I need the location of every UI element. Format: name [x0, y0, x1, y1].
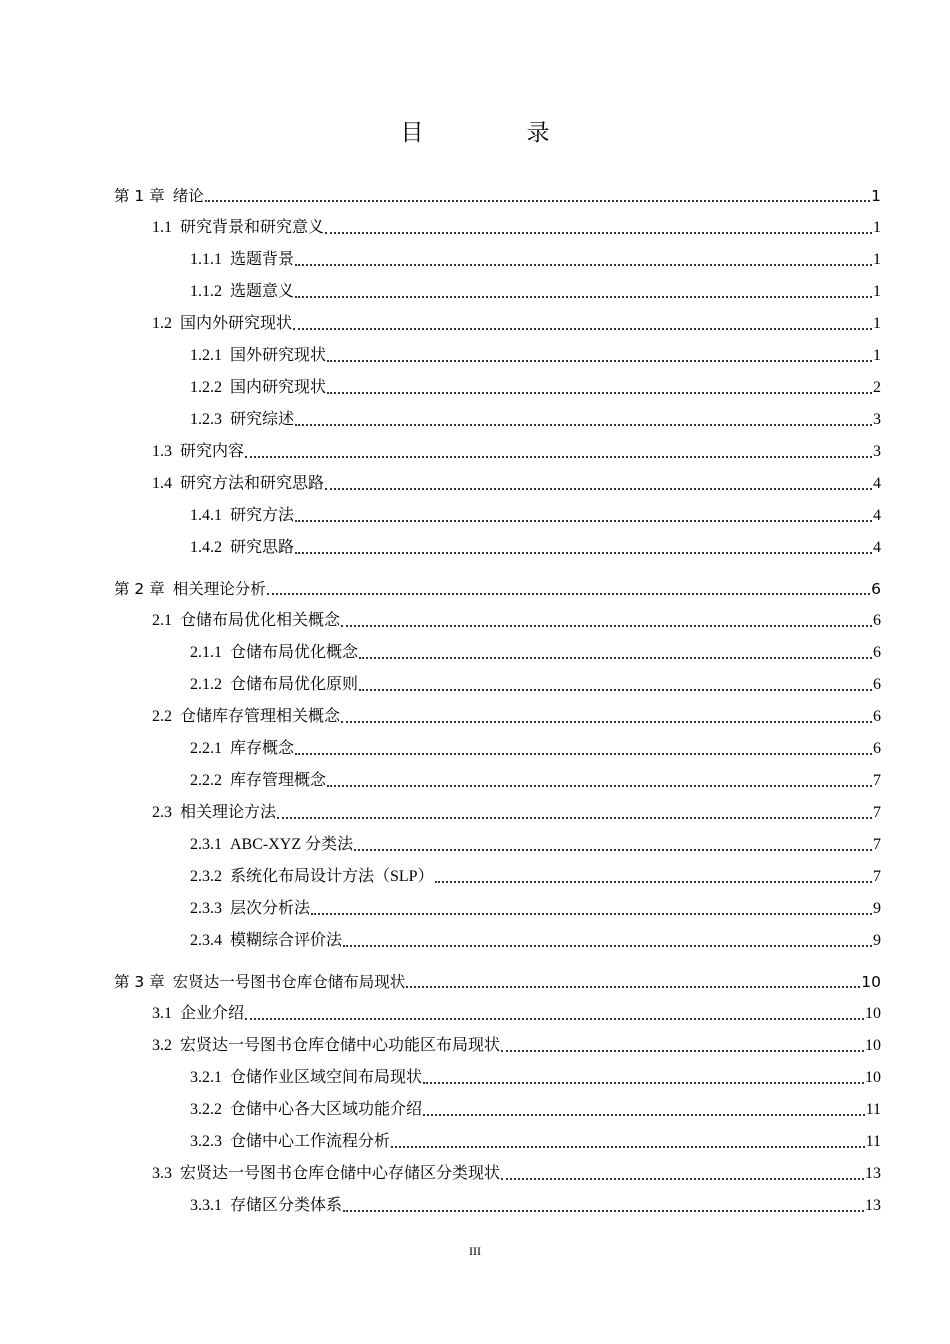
toc-section-entry[interactable]	[152, 701, 881, 727]
toc-entry-label: 宏贤达一号图书仓库仓储中心存储区分类现状	[180, 1165, 501, 1182]
dot-leader	[267, 593, 870, 595]
toc-entry-number: 3.2.3	[190, 1133, 222, 1150]
toc-entry-label: 国内研究现状	[230, 379, 327, 396]
toc-entry-label: 宏贤达一号图书仓库仓储布局现状	[172, 973, 406, 991]
dot-leader	[245, 1018, 864, 1020]
toc-entry-page: 4	[873, 475, 881, 492]
toc-entry-page: 7	[873, 772, 881, 789]
dot-leader	[343, 1210, 864, 1212]
toc-entry-page: 1	[873, 315, 881, 332]
toc-subsection-entry[interactable]	[190, 861, 881, 887]
dot-leader	[295, 264, 872, 266]
dot-leader	[327, 360, 872, 362]
toc-entry-number: 3.2	[152, 1037, 172, 1054]
toc-entry-page: 7	[873, 836, 881, 853]
toc-entry-number: 1.1.1	[190, 251, 222, 268]
toc-subsection-entry[interactable]	[190, 669, 881, 695]
toc-section-entry[interactable]	[152, 1030, 881, 1056]
toc-chapter-entry[interactable]	[114, 180, 881, 206]
toc-entry-number: 2.3.4	[190, 932, 222, 949]
toc-subsection-entry[interactable]	[190, 340, 881, 366]
toc-entry-page: 3	[873, 411, 881, 428]
toc-entry-label: 系统化布局设计方法（SLP）	[230, 868, 434, 885]
toc-entry-number: 2.2	[152, 708, 172, 725]
toc-entry-label: 企业介绍	[180, 1005, 245, 1022]
toc-entry-page: 10	[865, 1005, 881, 1022]
dot-leader	[311, 913, 872, 915]
toc-entry-number: 1.2.1	[190, 347, 222, 364]
toc-entry-number: 2.1.2	[190, 676, 222, 693]
dot-leader	[406, 986, 860, 988]
toc-entry-label: 研究背景和研究意义	[180, 219, 325, 236]
toc-subsection-entry[interactable]	[190, 925, 881, 951]
dot-leader	[205, 200, 870, 202]
toc-entry-number: 2.3	[152, 804, 172, 821]
toc-subsection-entry[interactable]	[190, 893, 881, 919]
dot-leader	[295, 424, 872, 426]
toc-chapter-entry[interactable]	[114, 573, 881, 599]
toc-entry-number: 1.4.1	[190, 507, 222, 524]
toc-subsection-entry[interactable]	[190, 532, 881, 558]
dot-leader	[327, 392, 872, 394]
dot-leader	[354, 849, 872, 851]
dot-leader	[245, 456, 872, 458]
toc-entry-number: 2.2.2	[190, 772, 222, 789]
toc-entry-number: 1.1	[152, 219, 172, 236]
toc-entry-number: 1.2	[152, 315, 172, 332]
toc-entry-label: 仓储中心各大区域功能介绍	[230, 1101, 423, 1118]
toc-entry-page: 7	[873, 868, 881, 885]
dot-leader	[295, 552, 872, 554]
dot-leader	[423, 1082, 864, 1084]
toc-subsection-entry[interactable]	[190, 1126, 881, 1152]
toc-entry-label: 仓储布局优化相关概念	[180, 612, 341, 629]
toc-entry-page: 6	[873, 644, 881, 661]
toc-entry-number: 3.3.1	[190, 1197, 222, 1214]
toc-entry-label: 相关理论方法	[180, 804, 277, 821]
toc-entry-label: 模糊综合评价法	[230, 932, 343, 949]
toc-subsection-entry[interactable]	[190, 1190, 881, 1216]
toc-entry-label: ABC-XYZ 分类法	[230, 836, 354, 853]
toc-entry-number: 2.1.1	[190, 644, 222, 661]
dot-leader	[295, 520, 872, 522]
toc-subsection-entry[interactable]	[190, 500, 881, 526]
toc-entry-label: 库存概念	[230, 740, 295, 757]
toc-section-entry[interactable]	[152, 605, 881, 631]
toc-entry-page: 3	[873, 443, 881, 460]
toc-entry-page: 11	[865, 1101, 881, 1118]
toc-entry-page: 1	[871, 187, 881, 205]
toc-entry-page: 10	[861, 973, 881, 991]
toc-entry-number: 1.1.2	[190, 283, 222, 300]
toc-entry-number: 2.3.2	[190, 868, 222, 885]
toc-entry-page: 10	[865, 1037, 881, 1054]
toc-section-entry[interactable]	[152, 308, 881, 334]
toc-entry-label: 仓储布局优化原则	[230, 676, 359, 693]
toc-entry-page: 6	[873, 612, 881, 629]
dot-leader	[501, 1050, 864, 1052]
toc-entry-number: 第 1 章	[114, 187, 165, 205]
toc-section-entry[interactable]	[152, 797, 881, 823]
toc-entry-number: 第 3 章	[114, 973, 165, 991]
dot-leader	[435, 881, 872, 883]
toc-subsection-entry[interactable]	[190, 372, 881, 398]
toc-entry-number: 3.1	[152, 1005, 172, 1022]
toc-entry-label: 国内外研究现状	[180, 315, 293, 332]
dot-leader	[359, 657, 872, 659]
toc-entry-number: 2.2.1	[190, 740, 222, 757]
toc-subsection-entry[interactable]	[190, 733, 881, 759]
toc-section-entry[interactable]	[152, 998, 881, 1024]
toc-entry-page: 2	[873, 379, 881, 396]
toc-entry-label: 仓储作业区域空间布局现状	[230, 1069, 423, 1086]
toc-entry-number: 第 2 章	[114, 580, 165, 598]
toc-entry-label: 宏贤达一号图书仓库仓储中心功能区布局现状	[180, 1037, 501, 1054]
toc-subsection-entry[interactable]	[190, 276, 881, 302]
toc-entry-page: 9	[873, 932, 881, 949]
toc-section-entry[interactable]	[152, 212, 881, 238]
toc-entry-number: 2.3.1	[190, 836, 222, 853]
toc-entry-page: 13	[865, 1197, 881, 1214]
dot-leader	[293, 328, 872, 330]
toc-entry-number: 1.3	[152, 443, 172, 460]
toc-entry-number: 3.2.1	[190, 1069, 222, 1086]
toc-entry-number: 3.2.2	[190, 1101, 222, 1118]
toc-entry-label: 仓储布局优化概念	[230, 644, 359, 661]
toc-entry-page: 6	[873, 740, 881, 757]
dot-leader	[359, 689, 872, 691]
toc-entry-label: 选题意义	[230, 283, 295, 300]
toc-chapter-entry[interactable]	[114, 966, 881, 992]
dot-leader	[423, 1114, 865, 1116]
toc-entry-page: 1	[873, 219, 881, 236]
page-number-footer: III	[469, 1244, 481, 1258]
toc-entry-label: 研究内容	[180, 443, 245, 460]
toc-entry-page: 1	[873, 283, 881, 300]
toc-entry-label: 研究思路	[230, 539, 295, 556]
toc-entry-label: 相关理论分析	[172, 580, 266, 598]
toc-entry-label: 研究方法和研究思路	[180, 475, 325, 492]
dot-leader	[277, 817, 872, 819]
toc-subsection-entry[interactable]	[190, 404, 881, 430]
toc-entry-label: 库存管理概念	[230, 772, 327, 789]
toc-entry-page: 1	[873, 251, 881, 268]
toc-subsection-entry[interactable]	[190, 1062, 881, 1088]
dot-leader	[341, 721, 872, 723]
toc-subsection-entry[interactable]	[190, 765, 881, 791]
page-title: 目 录	[400, 120, 590, 146]
toc-entry-label: 研究综述	[230, 411, 295, 428]
toc-subsection-entry[interactable]	[190, 1094, 881, 1120]
toc-entry-label: 选题背景	[230, 251, 295, 268]
toc-entry-number: 2.1	[152, 612, 172, 629]
toc-subsection-entry[interactable]	[190, 637, 881, 663]
dot-leader	[295, 296, 872, 298]
toc-section-entry[interactable]	[152, 1158, 881, 1184]
dot-leader	[501, 1178, 864, 1180]
dot-leader	[327, 785, 872, 787]
toc-entry-page: 10	[865, 1069, 881, 1086]
toc-entry-page: 7	[873, 804, 881, 821]
toc-entry-page: 4	[873, 539, 881, 556]
toc-entry-label: 国外研究现状	[230, 347, 327, 364]
toc-entry-page: 9	[873, 900, 881, 917]
dot-leader	[295, 753, 872, 755]
toc-entry-page: 6	[873, 676, 881, 693]
dot-leader	[343, 945, 872, 947]
toc-section-entry[interactable]	[152, 436, 881, 462]
toc-entry-number: 1.4.2	[190, 539, 222, 556]
toc-entry-label: 仓储中心工作流程分析	[230, 1133, 391, 1150]
toc-entry-label: 存储区分类体系	[230, 1197, 343, 1214]
toc-entry-number: 2.3.3	[190, 900, 222, 917]
toc-entry-label: 层次分析法	[230, 900, 311, 917]
toc-entry-label: 研究方法	[230, 507, 295, 524]
toc-entry-page: 4	[873, 507, 881, 524]
toc-entry-page: 6	[873, 708, 881, 725]
toc-entry-number: 1.2.3	[190, 411, 222, 428]
toc-section-entry[interactable]	[152, 468, 881, 494]
toc-subsection-entry[interactable]	[190, 244, 881, 270]
toc-entry-page: 6	[871, 580, 881, 598]
dot-leader	[391, 1146, 865, 1148]
dot-leader	[341, 625, 872, 627]
toc-subsection-entry[interactable]	[190, 829, 881, 855]
toc-entry-label: 仓储库存管理相关概念	[180, 708, 341, 725]
toc-entry-number: 1.2.2	[190, 379, 222, 396]
toc-entry-number: 3.3	[152, 1165, 172, 1182]
toc-entry-label: 绪论	[172, 187, 204, 205]
toc-entry-number: 1.4	[152, 475, 172, 492]
toc-entry-page: 11	[865, 1133, 881, 1150]
toc-entry-page: 1	[873, 347, 881, 364]
dot-leader	[325, 232, 872, 234]
toc-entry-page: 13	[865, 1165, 881, 1182]
dot-leader	[325, 488, 872, 490]
